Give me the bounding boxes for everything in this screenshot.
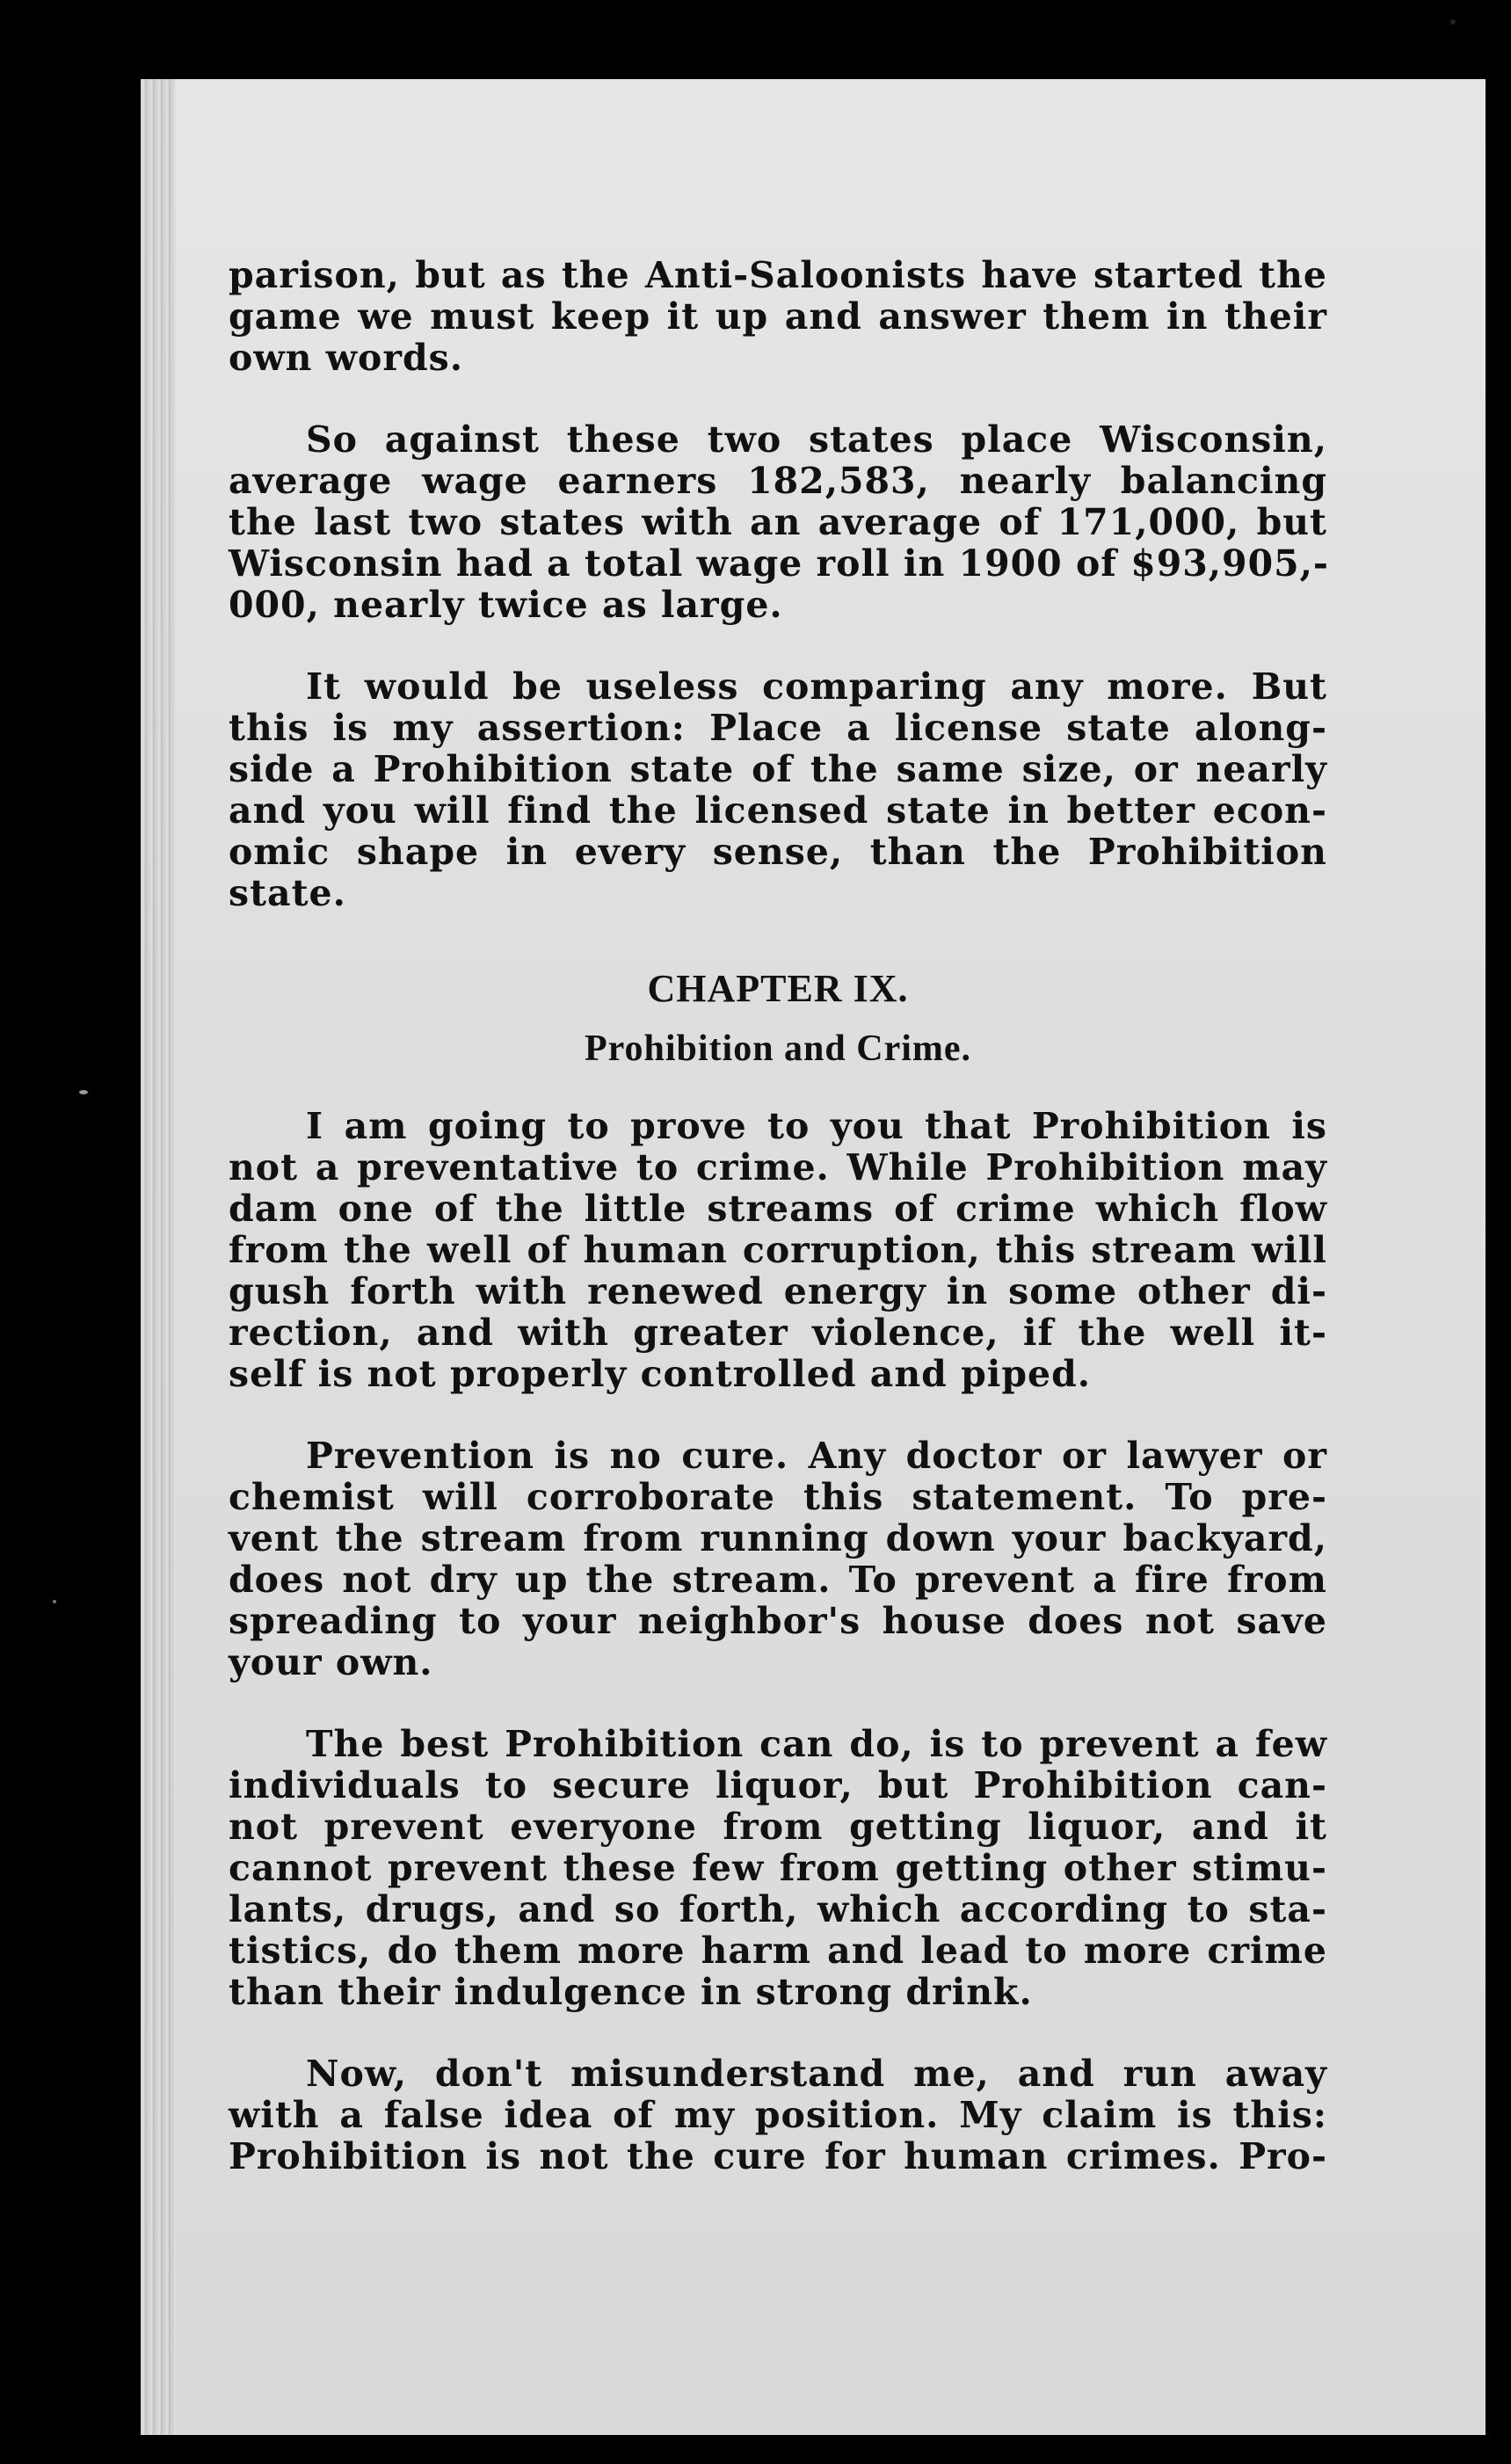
text-line: parison, but as the Anti-Saloonists have started the	[229, 254, 1327, 296]
text-line: 000, nearly twice as large.	[229, 584, 783, 626]
text-line: cannot prevent these few from getting other stimu-	[229, 1847, 1327, 1889]
paragraph	[229, 1724, 1327, 2013]
text-line: side a Prohibition state of the same size, or nearly	[229, 748, 1327, 790]
paragraph	[229, 2053, 1327, 2177]
scan-speck	[1450, 19, 1456, 25]
text-line: not prevent everyone from getting liquor, and it	[229, 1806, 1327, 1848]
text-line: state.	[229, 872, 346, 914]
scanned-page	[141, 79, 1486, 2435]
paragraph	[229, 1436, 1327, 1683]
text-line: game we must keep it up and answer them in their	[229, 295, 1327, 338]
chapter-title: Prohibition and Crime.	[584, 1028, 972, 1069]
text-line: rection, and with greater violence, if the well it-	[229, 1312, 1327, 1354]
text-line: own words.	[229, 337, 463, 379]
text-line: spreading to your neighbor's house does not save	[229, 1600, 1327, 1642]
page-text	[229, 255, 1327, 2218]
page-edge-binding	[141, 79, 176, 2435]
chapter-heading: CHAPTER IX.	[647, 967, 909, 1010]
text-line: this is my assertion: Place a license state along-	[229, 707, 1327, 749]
text-line: Prevention is no cure. Any doctor or lawyer or	[306, 1435, 1327, 1477]
text-line: chemist will corroborate this statement. To pre-	[229, 1476, 1327, 1518]
text-line: your own.	[229, 1641, 433, 1683]
text-line: with a false idea of my position. My claim is this:	[229, 2094, 1327, 2136]
text-line: omic shape in every sense, than the Prohibition	[229, 831, 1327, 873]
text-line: I am going to prove to you that Prohibition is	[306, 1105, 1327, 1147]
text-line: vent the stream from running down your backyard,	[229, 1517, 1327, 1559]
text-line: not a preventative to crime. While Prohibition may	[229, 1146, 1327, 1188]
text-line: does not dry up the stream. To prevent a fire from	[229, 1559, 1327, 1601]
paragraph	[229, 255, 1327, 379]
text-line: The best Prohibition can do, is to prevent a few	[306, 1723, 1327, 1765]
text-line: Now, don't misunderstand me, and run away	[306, 2053, 1327, 2095]
text-line: It would be useless comparing any more. But	[306, 665, 1327, 708]
text-line: tistics, do them more harm and lead to more crime	[229, 1930, 1327, 1972]
text-line: So against these two states place Wisconsin,	[306, 418, 1327, 461]
text-line: gush forth with renewed energy in some other di-	[229, 1270, 1327, 1312]
text-line: than their indulgence in strong drink.	[229, 1971, 1033, 2013]
text-line: dam one of the little streams of crime which flow	[229, 1188, 1327, 1230]
paragraph	[229, 666, 1327, 914]
text-line: from the well of human corruption, this stream will	[229, 1229, 1327, 1271]
text-line: Prohibition is not the cure for human crimes. Pro-	[229, 2135, 1327, 2177]
text-line: average wage earners 182,583, nearly balancing	[229, 460, 1327, 502]
text-line: and you will find the licensed state in better econ-	[229, 789, 1327, 832]
scan-speck	[79, 1090, 88, 1094]
scan-speck	[53, 1600, 56, 1603]
paragraph	[229, 419, 1327, 626]
text-line: the last two states with an average of 171,000, but	[229, 501, 1327, 543]
paragraph	[229, 1106, 1327, 1395]
text-line: Wisconsin had a total wage roll in 1900 of $93,905,-	[229, 542, 1329, 585]
text-line: self is not properly controlled and piped.	[229, 1353, 1092, 1395]
text-line: lants, drugs, and so forth, which according to sta-	[229, 1888, 1327, 1930]
text-line: individuals to secure liquor, but Prohibition can-	[229, 1764, 1327, 1806]
